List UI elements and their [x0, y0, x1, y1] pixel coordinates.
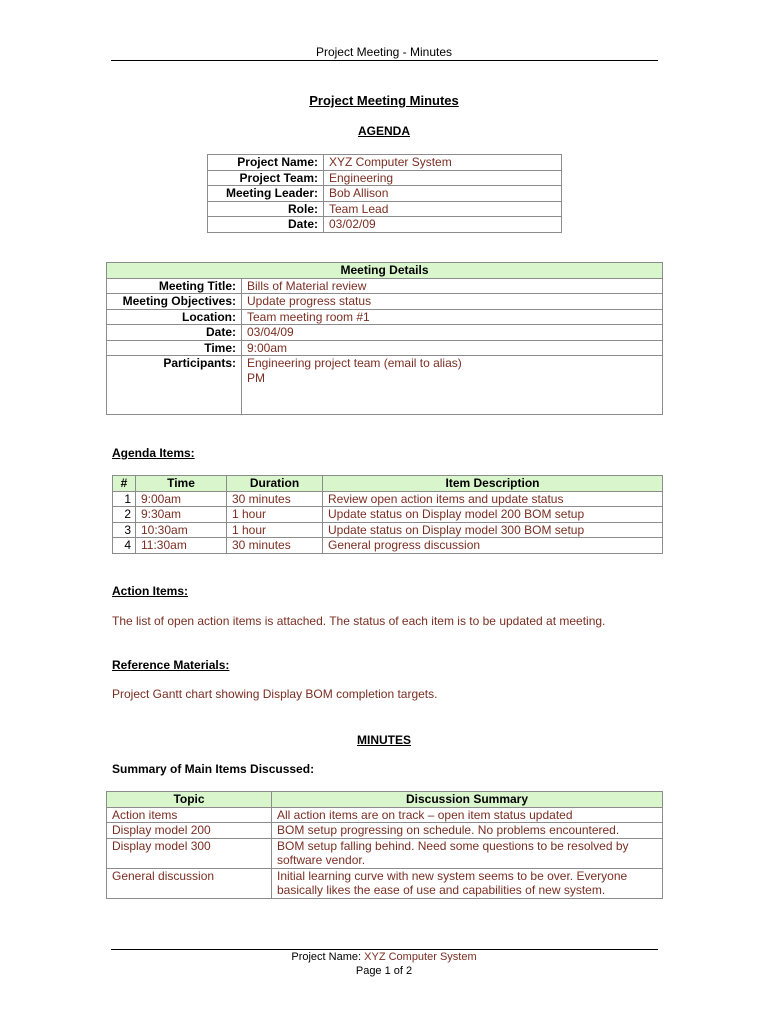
agenda-duration: 1 hour [227, 507, 323, 523]
summary-text-line-1: BOM setup progressing on schedule. No problems encountered. [277, 823, 620, 837]
agenda-time: 9:00am [136, 491, 227, 507]
agenda-time: 10:30am [136, 522, 227, 538]
agenda-time: 9:30am [136, 507, 227, 523]
agenda-description: Review open action items and update status [323, 491, 663, 507]
meeting-detail-row [107, 325, 663, 341]
agenda-time: 11:30am [136, 538, 227, 554]
agenda-number: 1 [113, 491, 136, 507]
agenda-items-table [112, 475, 663, 554]
summary-text-line-1: BOM setup falling behind. Need some questions to be resolved by [277, 838, 629, 853]
agenda-heading: AGENDA [357, 124, 410, 138]
project-name-value: XYZ Computer System [324, 155, 562, 171]
meeting-date-label: Date: [107, 325, 242, 341]
location-label: Location: [107, 309, 242, 325]
table-row [107, 807, 663, 823]
meeting-objectives-value: Update progress status [242, 294, 663, 310]
reference-materials-title: Reference Materials: [112, 658, 230, 672]
meeting-detail-row [107, 278, 663, 294]
project-info-row [208, 201, 562, 217]
project-info-table [207, 154, 562, 233]
col-header-number: # [113, 476, 136, 492]
meeting-objectives-label: Meeting Objectives: [107, 294, 242, 310]
footer-divider [111, 949, 658, 950]
project-team-label: Project Team: [208, 170, 324, 186]
col-header-discussion-summary: Discussion Summary [272, 792, 663, 808]
col-header-duration: Duration [227, 476, 323, 492]
project-team-value: Engineering [324, 170, 562, 186]
table-row [113, 491, 663, 507]
table-row [113, 507, 663, 523]
project-name-label: Project Name: [208, 155, 324, 171]
participants-label: Participants: [107, 356, 242, 415]
col-header-topic: Topic [107, 792, 272, 808]
document-title: Project Meeting Minutes [309, 93, 459, 108]
project-info-row [208, 170, 562, 186]
agenda-items-title: Agenda Items: [112, 446, 195, 460]
project-info-row [208, 217, 562, 233]
footer-project-value: XYZ Computer System [364, 951, 477, 963]
summary-topic: Display model 200 [107, 823, 272, 839]
agenda-description: Update status on Display model 300 BOM setup [323, 522, 663, 538]
meeting-leader-value: Bob Allison [324, 186, 562, 202]
meeting-details-heading: Meeting Details [107, 263, 663, 279]
footer-page-number: Page 1 of 2 [355, 965, 413, 977]
summary-topic: Action items [107, 807, 272, 823]
meeting-detail-row [107, 294, 663, 310]
agenda-description: General progress discussion [323, 538, 663, 554]
agenda-number: 4 [113, 538, 136, 554]
meeting-details-table [106, 262, 663, 415]
time-value: 9:00am [242, 340, 663, 356]
agenda-number: 3 [113, 522, 136, 538]
table-row [107, 838, 663, 868]
summary-topic: General discussion [107, 868, 272, 898]
reference-materials-text: Project Gantt chart showing Display BOM completion targets. [112, 687, 438, 701]
col-header-time: Time [136, 476, 227, 492]
project-info-row [208, 155, 562, 171]
action-items-text: The list of open action items is attached. The status of each item is to be updated at meeting. [112, 614, 606, 628]
table-row [107, 868, 663, 898]
summary-table [106, 791, 663, 899]
meeting-date-value: 03/04/09 [242, 325, 663, 341]
table-row [113, 538, 663, 554]
header-divider [111, 60, 658, 61]
summary-text-line-2: basically likes the ease of use and capabilities of new system. [277, 883, 606, 897]
footer-project [0, 951, 768, 963]
meeting-detail-row [107, 309, 663, 325]
meeting-leader-label: Meeting Leader: [208, 186, 324, 202]
project-info-row [208, 186, 562, 202]
summary-text-line-1: Initial learning curve with new system seems to be over. Everyone [277, 868, 628, 883]
participants-line-2: PM [247, 370, 265, 385]
role-label: Role: [208, 201, 324, 217]
summary-text-line-2: software vendor. [277, 853, 366, 867]
summary-title: Summary of Main Items Discussed: [112, 762, 315, 776]
footer-project-label: Project Name: [291, 951, 362, 963]
minutes-heading: MINUTES [357, 733, 411, 747]
agenda-duration: 30 minutes [227, 538, 323, 554]
summary-text-line-1: All action items are on track – open item status updated [277, 807, 573, 822]
date-label: Date: [208, 217, 324, 233]
summary-topic: Display model 300 [107, 838, 272, 868]
participants-row [107, 356, 663, 415]
time-label: Time: [107, 340, 242, 356]
page-header-title: Project Meeting - Minutes [315, 45, 453, 59]
agenda-number: 2 [113, 507, 136, 523]
table-row [113, 522, 663, 538]
meeting-title-label: Meeting Title: [107, 278, 242, 294]
agenda-duration: 30 minutes [227, 491, 323, 507]
agenda-duration: 1 hour [227, 522, 323, 538]
meeting-title-value: Bills of Material review [242, 278, 663, 294]
col-header-item-description: Item Description [323, 476, 663, 492]
action-items-title: Action Items: [112, 584, 189, 598]
role-value: Team Lead [324, 201, 562, 217]
participants-line-1: Engineering project team (email to alias) [247, 356, 462, 370]
location-value: Team meeting room #1 [242, 309, 663, 325]
table-row [107, 823, 663, 839]
date-value: 03/02/09 [324, 217, 562, 233]
agenda-description: Update status on Display model 200 BOM setup [323, 507, 663, 523]
meeting-detail-row [107, 340, 663, 356]
